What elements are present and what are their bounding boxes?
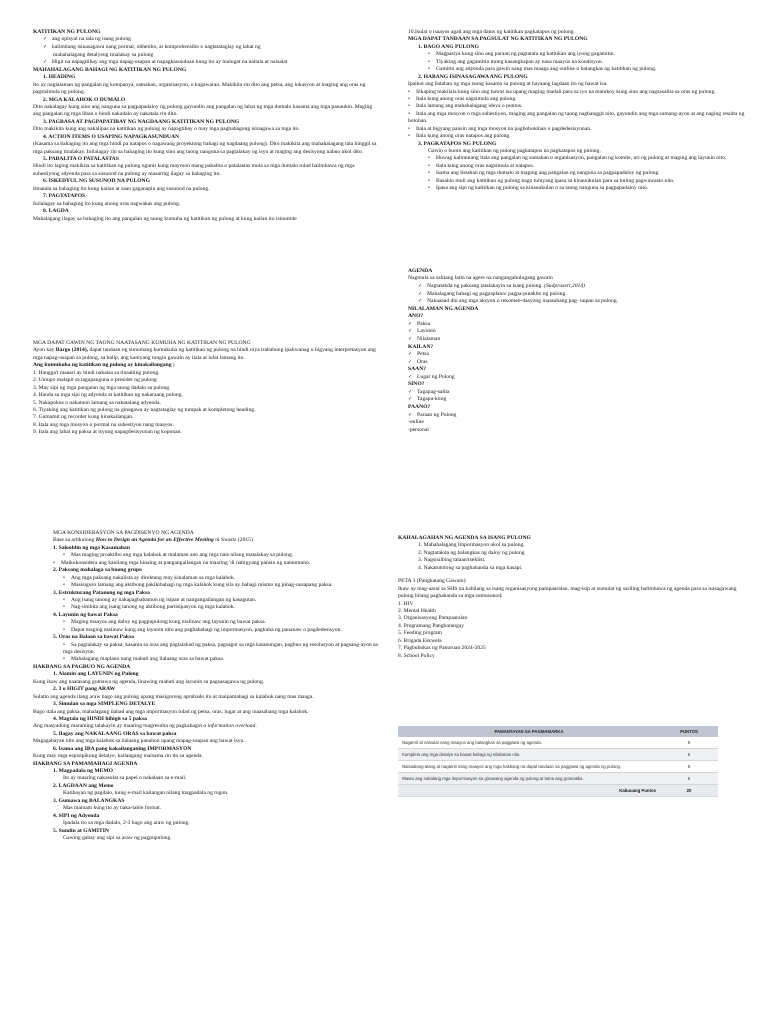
question-item: ✓ Nilalaman bbox=[408, 336, 753, 344]
pamamahagi-step: 3. Gumawa ng BALANGKAS bbox=[53, 797, 125, 804]
agenda-check: ✓ Nagtatakda ng paksang tatalakayin sa isang pulong. (Sudprasert,2014) bbox=[408, 283, 753, 291]
tandaan-item: • Ipasa ang sipi ng katitikan ng pulong sa kinauukulan o sa taong nanguna sa pagpapadaloy nito. bbox=[408, 185, 753, 192]
part-text: Dito makikita kung ang nakalipas na katitikan ng pulong ay napagtibay o may mga pagbabagong isinagawa sa mga ito. bbox=[33, 126, 300, 133]
question-sub: -online bbox=[408, 419, 424, 426]
part-heading: 1. HEADING bbox=[43, 74, 76, 81]
konsiderasyon-item: • Maging maayos ang daloy ng pagpupulong kung malinaw ang layunin ng bawat paksa. bbox=[33, 619, 378, 626]
pamamahagi-step: 5. Sundin at GAMITIN bbox=[53, 827, 109, 834]
peta-topic: 2. Mental Health bbox=[398, 607, 436, 614]
gawin-item: 6. Tiyaking ang katitikan ng pulong na ginagawa ay nagtataglay ng tumpak at kompletong heading. bbox=[33, 406, 256, 413]
tandaan-item: • Huwag kalimutang itala ang pangalan ng samahan o organisasyon, pangalan ng komite, uri ng pulong at maging ang layunin nito. bbox=[408, 155, 753, 162]
tandaan-item: • Sikaping makilala kung sino ang bawat isa upang maging madali para sa iyo na matukoy kung sino ang nagsasalita sa oras ng pulong. bbox=[408, 89, 753, 96]
hakbang-text: Kung ikaw ang naatasang gumawa ng agenda, linawing mabuti ang layunin sa pagsasagawa ng pulong. bbox=[33, 678, 265, 685]
pamamahagi-text: Katibayan ng pagdalo, kung e-mail kailangan nilang magpadala ng tugon. bbox=[63, 790, 229, 797]
question-item: ✓ Paraan ng Pulong bbox=[408, 412, 753, 420]
tandaan-item: • Isama ang listahan ng mga dumalo at maging ang pangalan ng nanguna sa pagpapadaloy ng pulong. bbox=[408, 170, 753, 177]
part-text: Itinatala sa bahaging ito kung kailan at saan gaganapin ang susunod na pulong. bbox=[33, 185, 210, 192]
konsiderasyon-item: • Ang isang tanong ay nakapagbabamon ng isipan at nangangailangan ng kasagutan. bbox=[33, 597, 378, 604]
tandaan-title: MGA DAPAT TANDAAN SA PAGSULAT NG KATITIKAN NG PULONG bbox=[408, 36, 588, 43]
peta-topic: 3. Organisasyong Pampaaralan bbox=[398, 615, 468, 622]
agenda-definition: Nagmula sa salitang latin na agere na nangangahulugang gawain bbox=[408, 275, 553, 282]
tandaan-item: • Basahin muli ang katitikan ng pulong bago tuluyang ipasa sa kinauukulan para sa huling pagwawasto nito. bbox=[408, 178, 753, 185]
kahalagahan-item: 1. Mahahalagang Impormasyon ukol sa pulong. bbox=[418, 542, 525, 549]
konsiderasyon-section bbox=[33, 530, 378, 842]
hakbang-step: 5. Ilagay ang NAKALAANG ORAS sa bawat paksa bbox=[53, 730, 177, 737]
konsiderasyon-item: • Ang mga paksang nakalista ay direktang may kinalaman sa mga kalahok. bbox=[33, 575, 378, 582]
question-item: ✓ Lugar ng Pulong bbox=[408, 374, 753, 382]
tandaan-item: • Itala kung anong oras natapos ang pulong. bbox=[408, 133, 753, 140]
tandaan-intro: Gawin o buoin ang katitikan ng pulong pagkatapos na pagkatapos ng pulong. bbox=[428, 148, 601, 154]
katitikan-check: ✓ Higit na napagitibay ang mga napag-usapan at napagkasunduan kung ito ay maingat na naitala at naisalat bbox=[33, 59, 378, 67]
part-heading: 3. PAGBASA AT PAGPAPATIBAY NG NAGDAANG KATITIKAN NG PULONG bbox=[43, 118, 240, 125]
hakbang-step: 2. 3 o HIGIT pang ARAW bbox=[53, 686, 116, 693]
question-sino: SINO? bbox=[408, 381, 425, 388]
tandaan-item: • Itala at bigyang pansin ang mga mosyon na pagbobotohan o pagdedesisyunan. bbox=[408, 126, 753, 133]
peta-topic: 5. Feeding program bbox=[398, 630, 442, 637]
kahalagahan-section bbox=[398, 535, 748, 660]
part-text: Dito nakalagay kung sino ang nanguna sa pagpapadaloy ng pulong gayundin ang pangalan ng lahat ng mga dumalo kasama ang mga panauhin. Maging ang pangalan ng mga liban o hindi nakadalo ay nakatala rin dito. bbox=[33, 103, 373, 118]
gawin-item: 9. Itala ang lahat ng paksa at isyung napagdesisyunan ng koponan. bbox=[33, 429, 182, 436]
question-item: ✓ Petsa bbox=[408, 351, 753, 359]
gawin-item: 3. May sipi ng mga pangalan ng mga taong dadalo sa pulong. bbox=[33, 384, 171, 391]
tandaan-heading: 1. BAGO ANG PULONG bbox=[418, 43, 479, 50]
gawin-title: MGA DAPAT GAWIN NG TAONG NAATASANG KUMUHA NG KATITIKAN NG PULONG bbox=[33, 340, 251, 346]
tandaan-item: • Magpasiya kung sino ang paraan ng pagtatala ng katitikan ang iyong gagamitin. bbox=[408, 51, 753, 58]
agenda-section bbox=[408, 268, 753, 434]
rubric-total-label: Kabuuang Puntos bbox=[398, 785, 660, 797]
gawin-sub: Ang kumukuha ng katitikan ng pulong ay kinakailangang ; bbox=[33, 362, 175, 369]
question-ano: ANO? bbox=[408, 313, 424, 320]
rubric-criterion: Naisaalang-alang at nagamit nang maayos ang mga hakbang na dapat tandaan sa paggawa ng agenda ng pulong. bbox=[398, 761, 660, 773]
rubric-points: 5 bbox=[660, 773, 718, 785]
konsiderasyon-heading: 4. Layunin ng bawat Paksa bbox=[53, 611, 118, 618]
pamamahagi-step: 2. LAGDAAN ang Memo bbox=[53, 782, 114, 789]
question-item: ✓ Tagapa-kinig bbox=[408, 396, 753, 404]
rubric-criterion: Nagamit at naisulat nang maayos ang balangkas sa paggawa ng agenda. bbox=[398, 737, 660, 749]
konsiderasyon-item: • Maikokonsidera ang kanilang mga hinaing at pangangailangan na maaring 'di nabigyang pansin ng namumuno. bbox=[33, 560, 378, 567]
rubric-total-value: 20 bbox=[660, 785, 718, 797]
konsiderasyon-item: • Sa pagtalakay sa paksa, kasama sa oras ang paglalahad ng paksa, pagsagot sa mga katanungan, pagbuo ng resolusyon at pagsang-ayon sa mga desisyon. bbox=[33, 642, 378, 657]
part-text: (Kasama sa bahaging ito ang mga hindi pa natapos o nagawang proyektong bahagi ng nagdaang pulong). Dito makikita ang mahahalagang tala hinggil sa mga paksang tinalakay. Inilalagay rin sa bahaging ito kung sino ang taong nanguna sa pagtalakay ng isyu at maging ang desisyong nabuo ukol dito. bbox=[33, 141, 377, 155]
tandaan-item: • Itala ang mga mosyon o mga suhestiyon, maging ang pangalan ng taong nagbanggit nito, gayundin ang mga sumang-ayon at ang naging resulta ng botohan. bbox=[408, 111, 753, 126]
hakbang-text: Bago itala ang paksa, mahalagang ilahad ang mga impormasyon tulad ng petsa, oras, lugar at ang inaasahang mga kalahok. bbox=[33, 708, 309, 715]
kahalagahan-item: 3. Nagsisilbing talaan/tseklist. bbox=[418, 557, 486, 564]
pamamahagi-step: 4. SIPI ng Adyenda bbox=[53, 812, 100, 819]
tandaan-item: • Itala kung anong oras nagsimula at natapos. bbox=[408, 163, 753, 170]
part-heading: 5. PABALITA O PATALASTAS bbox=[43, 156, 119, 163]
rubric-criterion: Kumpleto ang mga detalye sa bawat bahagi ng nilalaman nito. bbox=[398, 749, 660, 761]
table-row bbox=[398, 749, 718, 761]
gawin-item: 5. Nakapokus o nakatuon lamang sa nakatalang adyenda. bbox=[33, 399, 161, 406]
konsiderasyon-heading: 3. Estrukturang Patanong ng mga Paksa bbox=[53, 589, 150, 596]
peta-topic: 6. Brigada Eskwela bbox=[398, 637, 442, 644]
hakbang-title: HAKBANG SA PAGBUO NG AGENDA bbox=[33, 663, 131, 670]
part-heading: 2. MGA KALAHOK O DUMALO bbox=[43, 96, 126, 103]
part-heading: 4. ACTION ITEMS O USAPING NAPAGKASUNDUAN bbox=[43, 133, 180, 140]
katitikan-check: ✓ ang opisyal na tala ng isang pulong bbox=[33, 36, 378, 44]
gawin-section bbox=[33, 340, 378, 437]
agenda-check: ✓ Mahalagang bahagi ng pagpaplano/ pagpa-putakbo ng pulong. bbox=[408, 291, 753, 299]
tandaan-item: • Itala lamang ang mahahalagang ideya o puntos. bbox=[408, 103, 753, 110]
part-text: Mahalagang ilagay sa bahaging ito ang pangalan ng taong kumuha ng katitikan ng pulong at kung kailan ito isinumite bbox=[33, 215, 297, 222]
rubric-header-points: PUNTOS bbox=[660, 726, 718, 737]
agenda-title: AGENDA bbox=[408, 268, 433, 274]
question-item: ✓ Oras bbox=[408, 359, 753, 367]
rubric-total-row bbox=[398, 785, 718, 797]
pamamahagi-step: 1. Magpadala ng MEMO bbox=[53, 768, 113, 774]
question-kailan: KAILAN? bbox=[408, 343, 434, 350]
tandaan-heading: 3. PAGKATAPOS NG PULONG bbox=[418, 140, 497, 147]
hakbang-step: 6. Isama ang IBA pang kakailanganing IMPORMASYON bbox=[53, 745, 192, 752]
table-row bbox=[398, 737, 718, 749]
hakbang-step: 4. Magtala ng HINDI hihigit sa 5 paksa bbox=[53, 715, 147, 722]
gawin-item: 2. Umupo malapit sa tagapanguna o presider ng pulong bbox=[33, 377, 157, 384]
konsiderasyon-item: • Mas maging proaktibo ang mga kalahok at malaman ano ang mga nais nilang matalakay sa pulong. bbox=[33, 552, 378, 559]
konsiderasyon-item: • Dapat maging malinaw kung ang layunin nito ang pagbabahagi ng impormasyon, pagkuha ng pananaw o pagdedesisyon. bbox=[33, 627, 378, 634]
hakbang-text: Kung may mga espisipikong detalye, kailangang maisama rin ito sa agenda. bbox=[33, 753, 203, 760]
hakbang-text: Ang masyadong maraming talakayin ay maaring magresulta ng pagkabagot o information overload. bbox=[33, 723, 257, 730]
question-item: ✓ Paksa bbox=[408, 321, 753, 329]
rubric-criterion: Wasto ang naitalang mga impormasyon sa ginawang agenda ng pulong at tama ang gramatika. bbox=[398, 773, 660, 785]
konsiderasyon-item: • Mahalagang maplano nang mabuti ang ilalaang oras sa bawat paksa. bbox=[33, 656, 378, 663]
kahalagahan-item: 4. Nakatutulong sa paghahanda sa mga kasapi. bbox=[418, 564, 523, 571]
question-sub: -personal bbox=[408, 426, 429, 433]
question-item: ✓ Tagapag-salita bbox=[408, 389, 753, 397]
part-text: Inilalagay sa bahaging ito kung anong oras nagwakas ang pulong. bbox=[33, 200, 181, 207]
tandaan-item: • Gamitin ang adyenda para gawin nang mas maaga ang outline o balangkas ng katitikan ng pulong. bbox=[408, 66, 753, 73]
peta-topic: 8. School Policy bbox=[398, 652, 435, 659]
kahalagahan-item: 2. Nagtatakda ng balangkas ng daloy ng pulong bbox=[418, 549, 525, 556]
pamamahagi-title: HAKBANG SA PAMAMAHAGI AGENDA bbox=[33, 760, 138, 767]
rubric-points: 5 bbox=[660, 737, 718, 749]
rubric-header-criteria: PAMANTAYAN SA PAGMAMARKA bbox=[398, 726, 660, 737]
konsiderasyon-item: • Nag-iimbita ang isang tanong ng aktibong partisipasyon ng mga kalahok. bbox=[33, 604, 378, 611]
part-heading: 6. ISKEDYUL NG SUSUNOD NA PULONG bbox=[43, 178, 150, 185]
rubric-points: 5 bbox=[660, 749, 718, 761]
peta-title: PETA 3 (Pangkatang Gawain) bbox=[398, 578, 466, 585]
konsiderasyon-heading: 1. Salooblin ng mga Kasamahan bbox=[53, 544, 130, 551]
konsiderasyon-heading: 2. Paksang mahalaga sa buong grupo bbox=[53, 567, 142, 574]
tandaan-item: • Itala kung anong oras nagsimula ang pulong. bbox=[408, 96, 753, 103]
pamamahagi-text: Mas mainam kung ito ay naka-table format. bbox=[63, 805, 162, 812]
table-row bbox=[398, 761, 718, 773]
tandaan-section bbox=[408, 29, 753, 193]
peta-topic: 7. Pagbubukas ng Panuruan 2024-2025 bbox=[398, 645, 486, 652]
hakbang-step: 1. Alamin ang LAYUNIN ng Pulong bbox=[53, 671, 139, 678]
konsiderasyon-title: MGA KONSIDERASYON SA PAGDISENYO NG AGENDA bbox=[53, 530, 194, 536]
line-10: 10.Isulat o isaayos agad ang mga datos ng katitikan pagkatapos ng pulong. bbox=[408, 29, 576, 35]
part-heading: 7. PAGTATAPOS bbox=[43, 193, 86, 200]
katitikan-title: KATITIKAN NG PULONG bbox=[33, 29, 101, 35]
pamamahagi-text: Gawing gabay ang sipi sa araw ng pagpupulong. bbox=[63, 834, 172, 841]
konsiderasyon-item: • Masisiguro lamang ang aktibong pakikibahagi ng mga kalahok kung sila ay bahagi mismo ng pinag-uusapang paksa. bbox=[33, 582, 378, 589]
gawin-item: 8. Itala ang mga mosyon o pormal na suhestiyon nang maayos. bbox=[33, 421, 174, 428]
agenda-check: ✓ Nakaaaad din ang mga aksyon o rekomen-dasyong inaasahang pag- uupan sa pulong. bbox=[408, 298, 753, 306]
gawin-item: 7. Gumamit ng recorder kung kinakailangan. bbox=[33, 414, 134, 421]
table-row bbox=[398, 773, 718, 785]
pamamahagi-text: Ipadala ito sa mga dadalo, 2-3 bago ang araw ng pulong. bbox=[63, 820, 190, 827]
hakbang-text: Magagabayan nito ang mga kalahok sa ilalaang panahon upang mapag-usapan ang bawat isyu. bbox=[33, 738, 245, 745]
question-saan: SAAN? bbox=[408, 366, 427, 373]
konsiderasyon-heading: 5. Oras na Ilalaan sa bawat Paksa bbox=[53, 634, 134, 641]
parts-title: MAHAHALAGANG BAHAGI NG KATITIKAN NG PULONG bbox=[33, 66, 187, 73]
katitikan-check: ✓ kalimitang isinasagawa nang pormal, obhetibo, at komprehensibo o nagtatataglay ng lahat ng bbox=[33, 44, 378, 52]
hakbang-text: Sulatin ang agenda ilang araw bago ang pulong upang masigurong aprubado ito at maipamahagi sa kalahok nang mas maaga. bbox=[33, 693, 314, 700]
gawin-item: 1. Hangga't maaari ay hindi nakaisa sa tinaabing pulong. bbox=[33, 369, 160, 376]
part-text: Hindi ito laging makikita sa katitikan ng pulong ngunit kung mayroon mang pabalita o patalastas mula sa mga dumalo tulad halimbawa ng mga suhestiyong adyenda para sa susunod na pulong ay maaaring ilagay sa bahaging ito. bbox=[33, 163, 355, 177]
pamamahagi-text: Ito ay maaring nakasulat sa papel o nakalaan sa e-mail. bbox=[63, 775, 187, 782]
part-text: Ito ay naglalaman ng pangalan ng kompanya, samahan, organisasyon, o kagawaran. Makikita rin dito ang petsa, ang lokasyon at maging ang oras ng pagsisimula ng pulong. bbox=[33, 81, 366, 96]
nilalaman-title: NILALAMAN NG AGENDA bbox=[408, 305, 479, 312]
konsiderasyon-base: Base sa artikulong How to Design an Agenda for an Effective Meeting ni Swartz (2015) bbox=[53, 537, 253, 544]
hakbang-step: 3. Simulan sa mga SIMPLENG DETALYE bbox=[53, 701, 156, 708]
tandaan-heading: 2. HABANG ISINASAGAWA ANG PULONG bbox=[418, 73, 528, 80]
rubric-points: 5 bbox=[660, 761, 718, 773]
tandaan-intro: Ipaikot ang listahan ng mga taong kasama sa pulong at hayaang lagdaan ito ng bawat isa. bbox=[408, 81, 608, 88]
gawin-intro: Ayon kay Bargo (2014), dapat tandaan ng simumang kumukuha ng katitikan ng pulong na hindi niya trabahong ipaliwanag o bigyang interpretasyon ang mga napag-usapan sa pulong, sa halip, ang kaniyang tungin gawain ay itala at iulat lamang ito. bbox=[33, 347, 376, 361]
question-paano: PAANO? bbox=[408, 404, 431, 411]
katitikan-check-cont: mahahalagang detalyeng tinalakay sa pulong bbox=[53, 51, 154, 58]
kahalagahan-title: KAHALAGAHAN NG AGENDA SA ISANG PULONG bbox=[398, 535, 531, 541]
part-heading: 8. LAGDA bbox=[43, 208, 69, 215]
katitikan-section bbox=[33, 29, 378, 223]
rubric-table bbox=[398, 726, 718, 797]
gawin-item: 4. Handa sa mga sipi ng adyenda at katitikan ng nakaraang pulong. bbox=[33, 392, 183, 399]
tandaan-item: • Tiyaking ang gagamitin mong kasangkapan ay nasa maayos na kondisyon. bbox=[408, 59, 753, 66]
rubric-header bbox=[398, 726, 718, 737]
peta-topic: 4. Programang Pangbarangay bbox=[398, 622, 465, 629]
peta-description: Ikaw ay mag-aaral sa SHS na kabilang sa isang organisasyong pampaaralan, mag-isip at sumulat ng sariling halimbawa ng agenda para sa isasagawang pulong bilang paghahanda sa mga sumusunod; bbox=[398, 585, 737, 600]
question-item: ✓ Layunin bbox=[408, 328, 753, 336]
peta-topic: 1. HIV bbox=[398, 600, 414, 607]
